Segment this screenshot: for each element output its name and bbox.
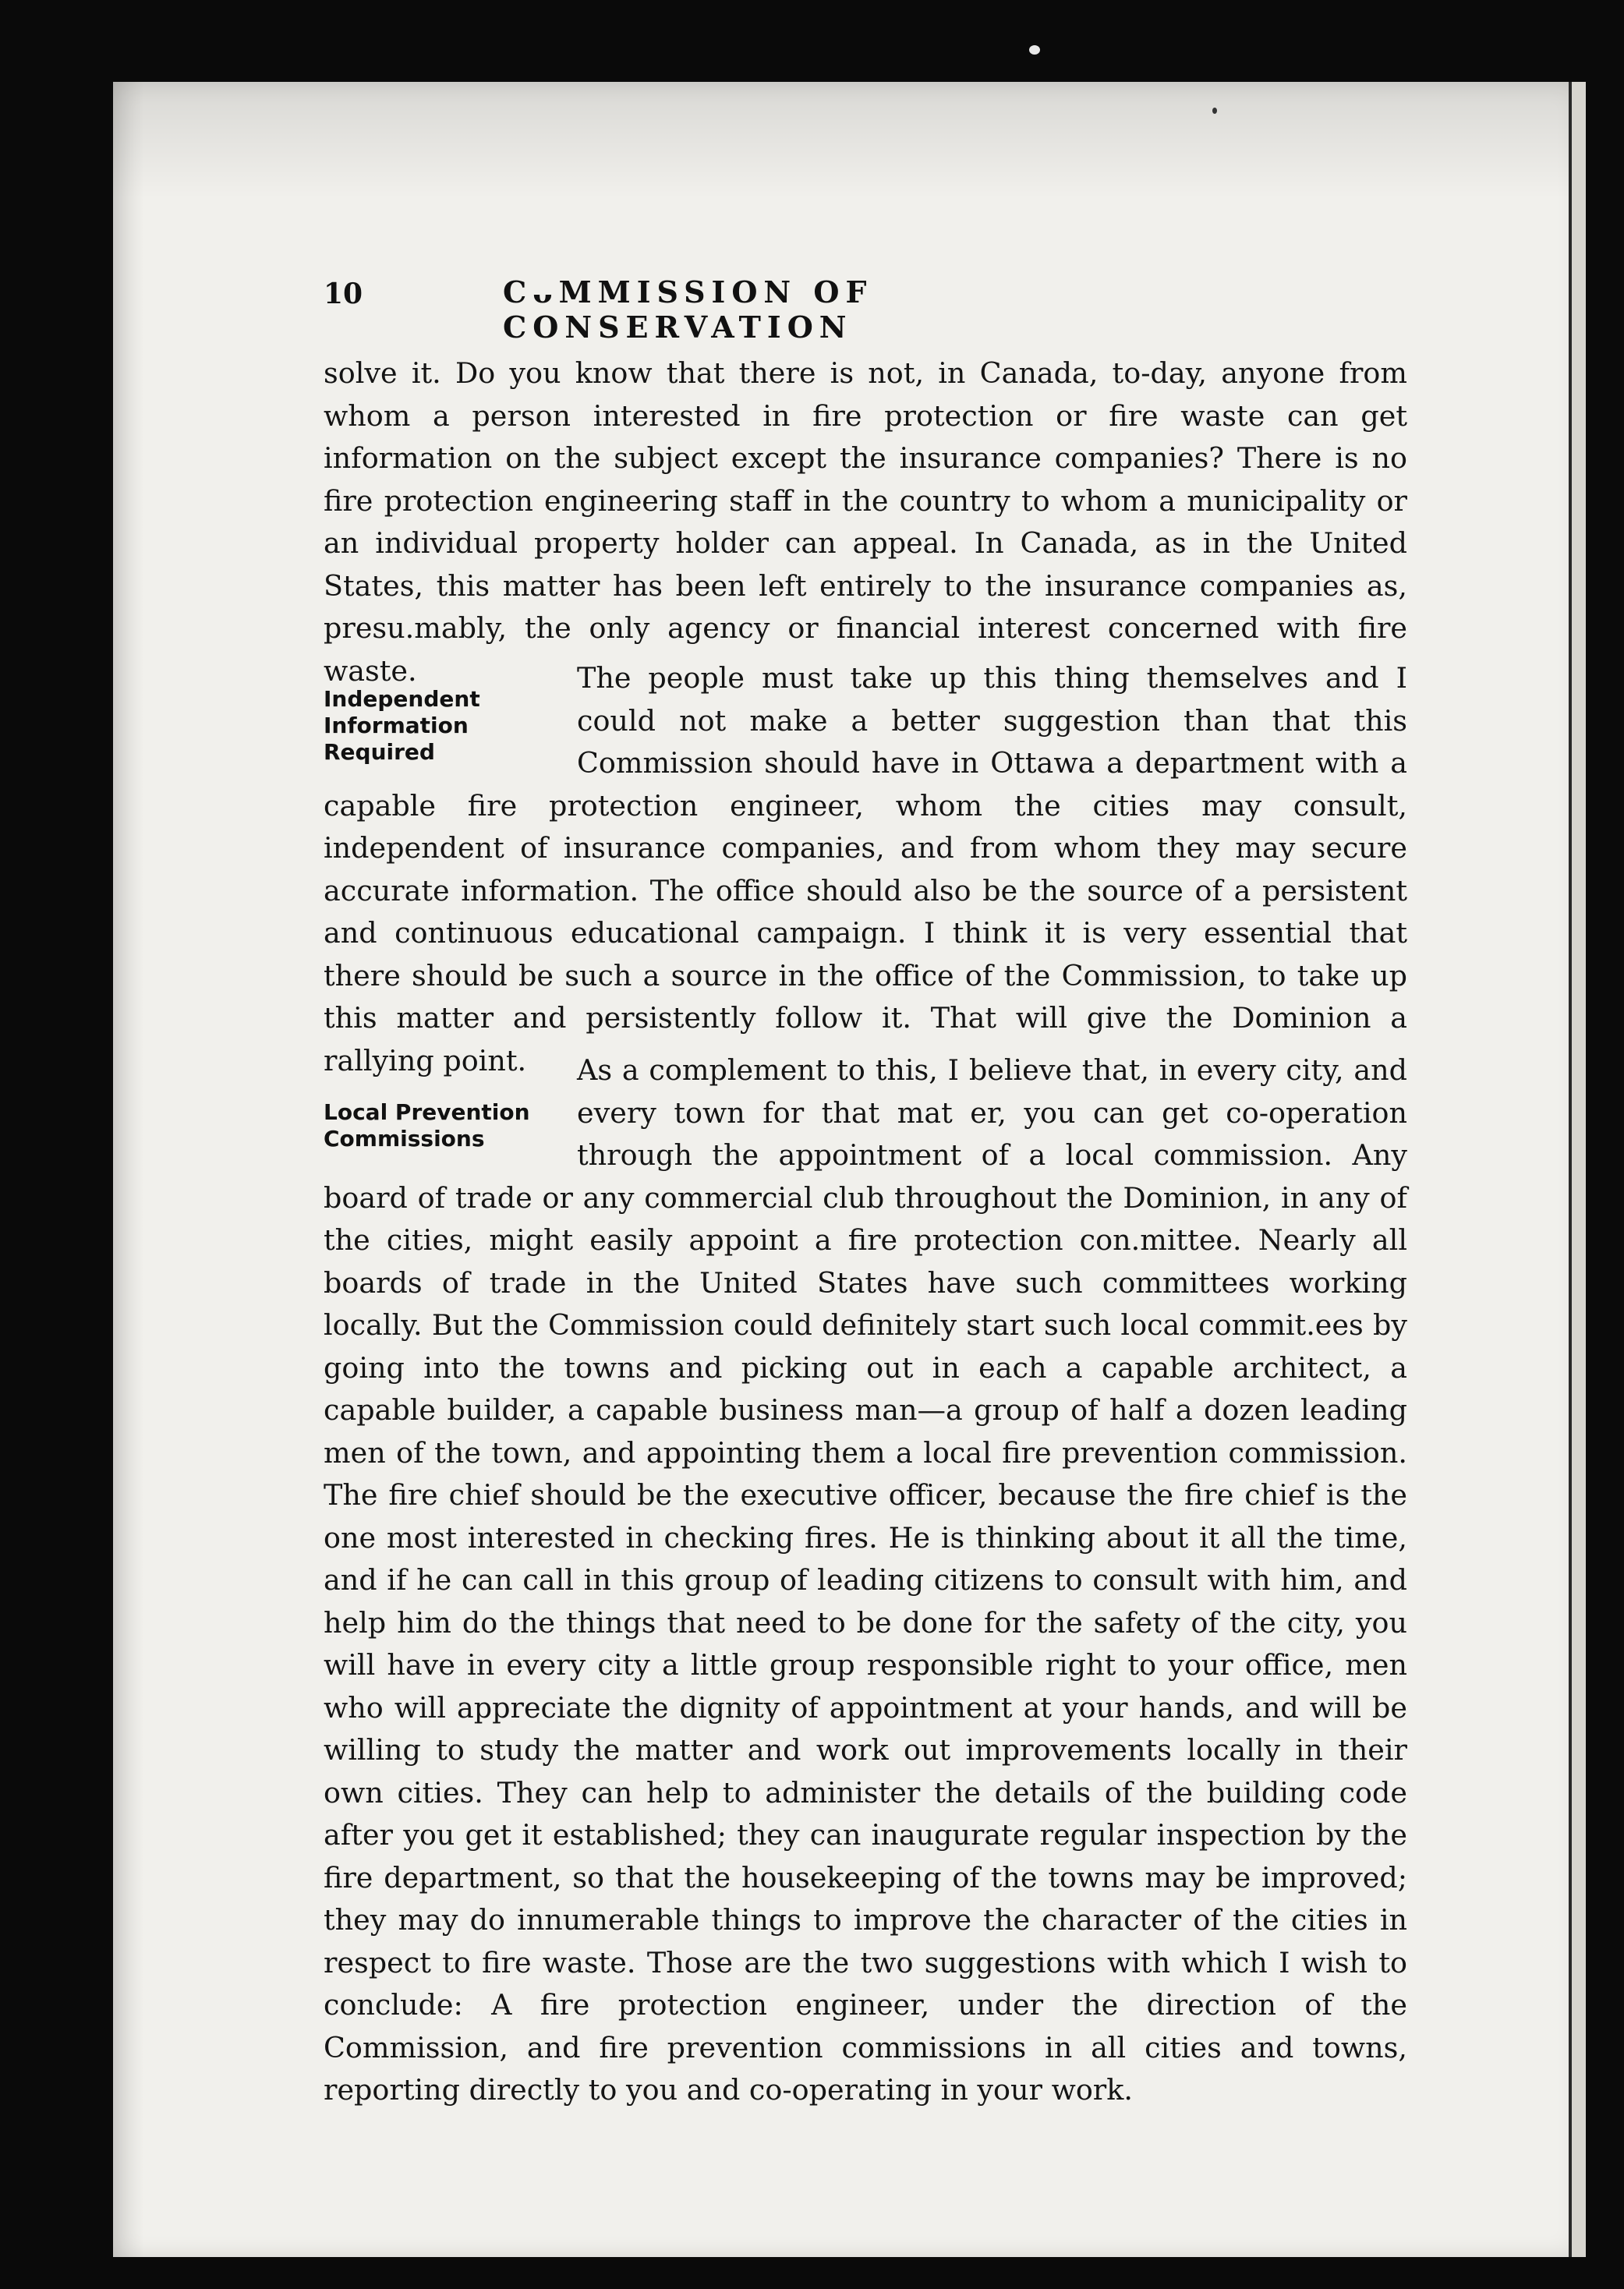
sidenote-line: Commissions (324, 1126, 485, 1152)
paragraph-indent (324, 1049, 577, 1091)
sidenote-spacer (324, 657, 577, 784)
paragraph (324, 1049, 1407, 2112)
sidenote-line: Independent (324, 686, 480, 712)
dust-speck (1029, 45, 1040, 55)
sidenote-line: Information (324, 713, 469, 738)
page-number: 10 (324, 278, 363, 310)
sidenote-spacer (324, 1091, 577, 1176)
sidenote-line: Required (324, 739, 435, 765)
paragraph (324, 352, 1407, 692)
paragraph (324, 657, 1407, 1082)
dust-speck (1212, 108, 1217, 114)
running-title: CᴗMMISSION OF CONSERVATION (503, 274, 873, 345)
paragraph-text: The peoplе must take up this thing themselves and I could not make a better suggestion than that this Commission should have in Ottawa a department with a capable fire protection engineer, whom the cities may consult, independent of insurance companies, and from whom they may secure accurate information. The office should also be the source of a persistent and continuous educational campaign. I think it is very essential that there should be such a source in the office of the Commission, to take up this matter and persistently follow it. That will give the Dominion a rallying point. (324, 657, 1407, 1082)
paragraph-text: solve it. Do you know that there is not, in Canada, to-day, anyone from whom a person interested in fire protection or fire waste can get information on the subject except the insurance companies? There is no fire protection engineering staff in the country to whom a municipality or an individual property holder can appeal. In Canada, as in the United States, this matter has been left entirely to the insurance companies as, presu.mably, the only agency or financial interest concerned with fire waste. (324, 356, 1407, 688)
running-header (324, 274, 1212, 345)
sidenote-line: Local Prevention (324, 1099, 530, 1125)
paragraph-text: As a complement to this, I believe that, in every city, and every town for that mat er, you can get co-operation through the appointment of a local commission. Any board of trade or any commercial club throughout the Dominion, in any of the cities, might easily appoint a fire protection con.mittee. Nearly all boards of trade in the United States have such committees working locally. But the Commission could definitely start such local commit.ees by going into the towns and picking out in each a capable architect, a capable builder, a capable business man—a group of half a dozen leading men of the town, and appointing them a local fire prevention commission. The fire chief should be the executive officer, because the fire chief is the one most interested in checking fires. He is thinking about it all the time, and if he can call in this group of leading citizens to consult with him, and help him do the things that need to be done for the safety of the city, you will have in every city a little group responsible right to your office, men who will appreciate the dignity of appointment at your hands, and will be willing to study the matter and work out improvements locally in their own cities. They can help to administer the details of the building code after you get it established; they can inaugurate regular inspection by the fire department, so that the housekeeping of the towns may be improved; they may do innumerable things to improve the character of the cities in respect to fire waste. Those are the two suggestions with which I wish to conclude: A fire protection engineer, under the direction of the Commission, and fire prevention commissions in all cities and towns, reporting directly to you and co-operating in your work. (324, 1049, 1407, 2112)
page-edge (1569, 82, 1586, 2257)
